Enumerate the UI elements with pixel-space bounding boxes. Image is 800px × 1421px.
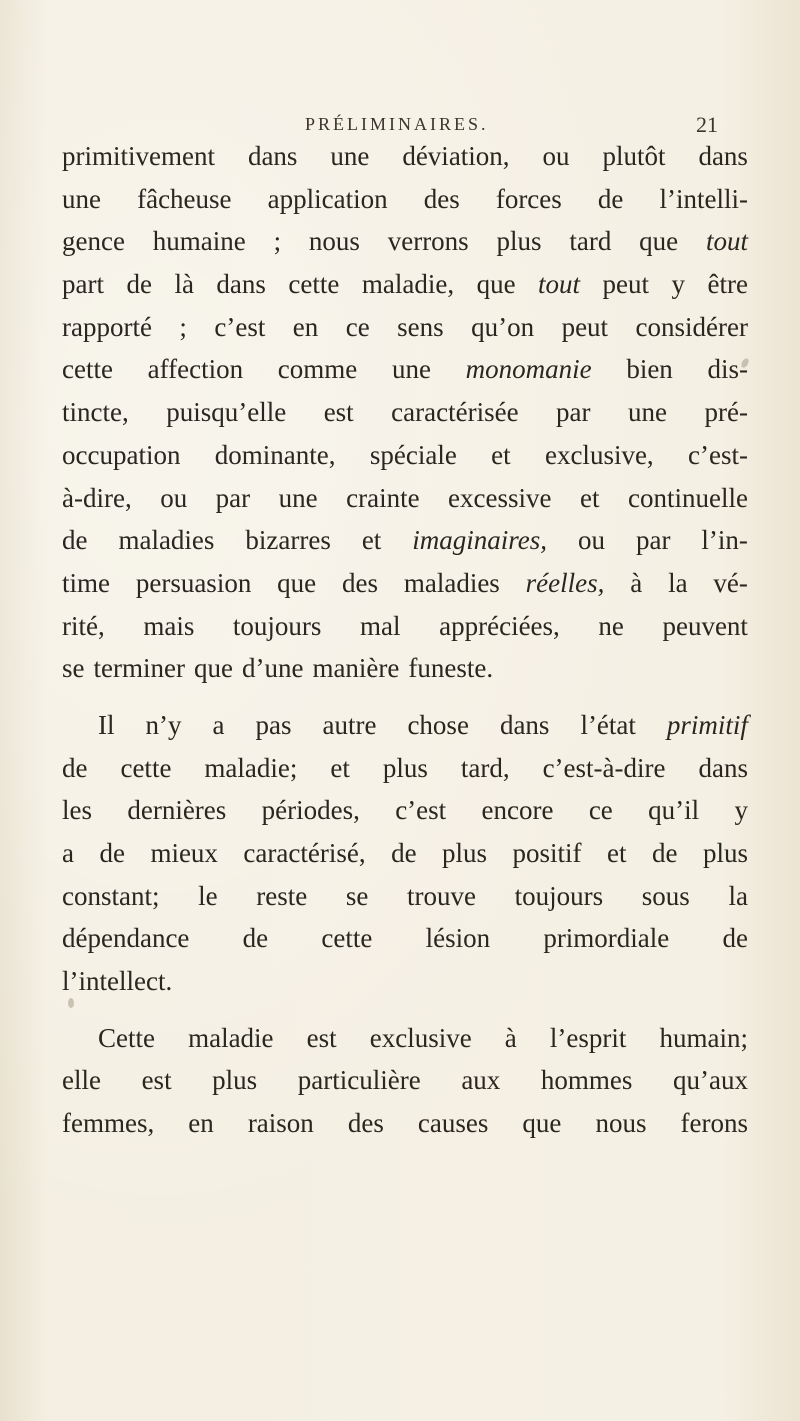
text-line	[62, 519, 748, 562]
word: c’est-	[688, 439, 748, 470]
paragraph	[62, 135, 748, 690]
word: par	[556, 397, 591, 428]
text-line	[62, 832, 748, 875]
word: dans	[499, 709, 550, 740]
word: et	[579, 482, 600, 513]
word: à	[504, 1022, 517, 1053]
word: l’in-	[701, 525, 748, 556]
word: a	[212, 709, 225, 740]
word: en	[292, 311, 319, 342]
word: toujours	[232, 610, 322, 641]
word: plus	[496, 226, 542, 257]
text-line	[62, 1102, 748, 1145]
word: ou	[542, 141, 570, 171]
text-line	[62, 477, 748, 520]
word: trouve	[407, 880, 476, 911]
word: c’est	[214, 311, 266, 342]
word: exclusive	[369, 1022, 472, 1053]
text-line	[62, 747, 748, 790]
word: par	[215, 482, 251, 513]
text-line	[62, 220, 748, 263]
word: peuvent	[662, 610, 748, 641]
word: plutôt	[602, 141, 666, 171]
word: ce	[588, 795, 613, 826]
word: continuelle	[627, 482, 748, 513]
word: que	[277, 567, 317, 598]
text-line	[62, 1017, 748, 1060]
word: de	[652, 838, 678, 868]
word: toujours	[514, 880, 604, 911]
word: mal	[360, 610, 401, 641]
word: de	[242, 923, 269, 954]
word: des	[342, 567, 378, 598]
word: dis-	[707, 354, 748, 385]
body-text	[62, 135, 748, 1145]
word: d’une	[241, 653, 304, 684]
word: imaginaires,	[412, 525, 548, 556]
text-line	[62, 647, 748, 690]
word: une	[278, 482, 318, 513]
paragraph	[62, 1017, 748, 1145]
word: tout	[538, 269, 581, 300]
word: maladies	[118, 525, 215, 556]
word: chose	[407, 709, 469, 740]
word: l’état	[580, 709, 636, 740]
word: hommes	[540, 1065, 633, 1096]
text-line	[62, 306, 748, 349]
word: elle	[62, 1065, 101, 1096]
word: des	[347, 1108, 384, 1139]
word: et	[361, 525, 382, 556]
word: nous	[308, 226, 360, 257]
word: peut	[602, 269, 650, 300]
word: comme	[277, 354, 358, 385]
word: humain;	[659, 1022, 748, 1053]
word: Il	[98, 709, 115, 740]
word: et	[491, 439, 511, 470]
word: raison	[247, 1108, 314, 1139]
word: application	[267, 183, 388, 214]
word: c’est	[395, 795, 447, 826]
word: fâcheuse	[137, 183, 232, 214]
text-line	[62, 434, 748, 477]
word: la	[728, 880, 748, 911]
word: l’intellect.	[62, 966, 173, 997]
word: maladie,	[361, 269, 455, 300]
word: nous	[595, 1108, 647, 1139]
word: Cette	[98, 1022, 155, 1053]
word: appréciées,	[439, 610, 560, 641]
text-line	[62, 789, 748, 832]
word: ;	[179, 311, 187, 342]
word: lésion	[425, 923, 491, 954]
word: n’y	[145, 709, 182, 740]
word: les	[62, 795, 92, 826]
word: y	[671, 269, 686, 300]
word: de	[126, 269, 152, 300]
word: primitif	[666, 709, 748, 740]
word: considérer	[635, 311, 748, 342]
word: sens	[397, 311, 444, 342]
word: de	[62, 752, 88, 783]
word: persuasion	[135, 567, 252, 598]
word: pas	[255, 709, 292, 740]
word: une	[330, 141, 370, 171]
text-line	[62, 875, 748, 918]
word: tard	[569, 226, 612, 257]
word: maladie;	[204, 752, 298, 783]
word: crainte	[346, 482, 420, 513]
word: maladies	[403, 567, 500, 598]
word: le	[198, 880, 218, 911]
word: et	[330, 752, 350, 783]
word: positif	[512, 838, 582, 868]
word: rité,	[62, 610, 105, 641]
word: gence	[62, 226, 125, 257]
word: manière	[312, 653, 400, 684]
word: dépendance	[62, 923, 190, 954]
word: par	[635, 525, 671, 556]
word: réelles,	[525, 567, 605, 598]
word: cette	[288, 269, 340, 300]
word: tout	[705, 226, 748, 257]
word: verrons	[387, 226, 469, 257]
word: part	[62, 269, 104, 300]
word: a	[62, 838, 74, 868]
word: est	[323, 397, 354, 428]
text-line	[62, 391, 748, 434]
word: plus	[702, 838, 748, 868]
word: pré-	[704, 397, 748, 428]
word: exclusive,	[544, 439, 654, 470]
word: se	[345, 880, 369, 911]
word: que	[639, 226, 679, 257]
word: ;	[273, 226, 282, 257]
page-number: 21	[696, 112, 718, 137]
word: autre	[322, 709, 377, 740]
word: bien	[626, 354, 673, 385]
word: bizarres	[245, 525, 331, 556]
word: peut	[561, 311, 609, 342]
word: se	[62, 653, 85, 684]
word: périodes,	[261, 795, 360, 826]
word: ou	[160, 482, 188, 513]
word: excessive	[448, 482, 552, 513]
word: tincte,	[62, 397, 129, 428]
word: constant;	[62, 880, 160, 911]
running-head: PRÉLIMINAIRES.	[305, 114, 489, 134]
word: monomanie	[465, 354, 592, 385]
word: sous	[641, 880, 690, 911]
word: c’est-à-dire	[542, 752, 666, 783]
word: de	[99, 838, 125, 868]
word: mieux	[150, 838, 218, 868]
word: caractérisée	[391, 397, 519, 428]
word: y	[734, 795, 748, 826]
word: spéciale	[369, 439, 457, 470]
word: qu’on	[471, 311, 535, 342]
word: à-dire,	[62, 482, 132, 513]
word: plus	[442, 838, 488, 868]
word: vé-	[713, 567, 748, 598]
word: de	[391, 838, 417, 868]
word: déviation,	[402, 141, 510, 171]
word: ou	[578, 525, 605, 556]
word: qu’aux	[672, 1065, 748, 1096]
word: puisqu’elle	[166, 397, 287, 428]
word: de	[722, 923, 748, 954]
word: l’intelli-	[659, 183, 748, 214]
word: particulière	[297, 1065, 421, 1096]
word: humaine	[152, 226, 246, 257]
word: occupation	[62, 439, 181, 470]
word: rapporté	[62, 311, 152, 342]
word: dans	[247, 141, 298, 171]
word: une	[62, 183, 101, 214]
ink-mark	[68, 998, 74, 1008]
word: est	[141, 1065, 172, 1096]
word: l’esprit	[549, 1022, 627, 1053]
word: là	[174, 269, 194, 300]
text-line	[62, 348, 748, 391]
word: tard,	[460, 752, 510, 783]
word: à	[630, 567, 643, 598]
word: la	[668, 567, 688, 598]
word: ferons	[680, 1108, 748, 1139]
word: plus	[212, 1065, 258, 1096]
word: ce	[345, 311, 370, 342]
text-line	[62, 135, 748, 178]
word: time	[62, 567, 110, 598]
word: affection	[147, 354, 244, 385]
word: une	[628, 397, 667, 428]
word: de	[597, 183, 624, 214]
word: que	[522, 1108, 562, 1139]
word: mais	[143, 610, 195, 641]
word: de	[62, 525, 88, 556]
word: dans	[216, 269, 266, 300]
text-line	[62, 1059, 748, 1102]
word: en	[188, 1108, 214, 1139]
word: est	[306, 1022, 337, 1053]
word: primitivement	[62, 141, 215, 171]
text-line	[62, 960, 748, 1003]
word: forces	[495, 183, 562, 214]
word: femmes,	[62, 1108, 155, 1139]
word: plus	[382, 752, 428, 783]
word: encore	[481, 795, 554, 826]
word: cette	[321, 923, 373, 954]
word: primordiale	[543, 923, 670, 954]
text-line	[62, 263, 748, 306]
word: cette	[62, 354, 113, 385]
word: qu’il	[648, 795, 700, 826]
paragraph	[62, 704, 748, 1003]
word: causes	[417, 1108, 489, 1139]
word: terminer	[93, 653, 185, 684]
text-line	[62, 704, 748, 747]
word: et	[607, 838, 627, 868]
word: des	[423, 183, 460, 214]
word: être	[707, 269, 748, 300]
word: caractérisé,	[243, 838, 366, 868]
word: dominante,	[214, 439, 336, 470]
word: dans	[698, 141, 748, 171]
text-line	[62, 562, 748, 605]
text-line	[62, 917, 748, 960]
text-line	[62, 605, 748, 648]
word: dernières	[127, 795, 227, 826]
word: que	[476, 269, 516, 300]
word: ne	[598, 610, 624, 641]
word: une	[391, 354, 431, 385]
word: aux	[461, 1065, 501, 1096]
word: reste	[256, 880, 308, 911]
word: que	[193, 653, 233, 684]
word: maladie	[188, 1022, 274, 1053]
text-line	[62, 178, 748, 221]
word: funeste.	[408, 653, 494, 684]
word: dans	[698, 752, 748, 783]
word: cette	[120, 752, 172, 783]
